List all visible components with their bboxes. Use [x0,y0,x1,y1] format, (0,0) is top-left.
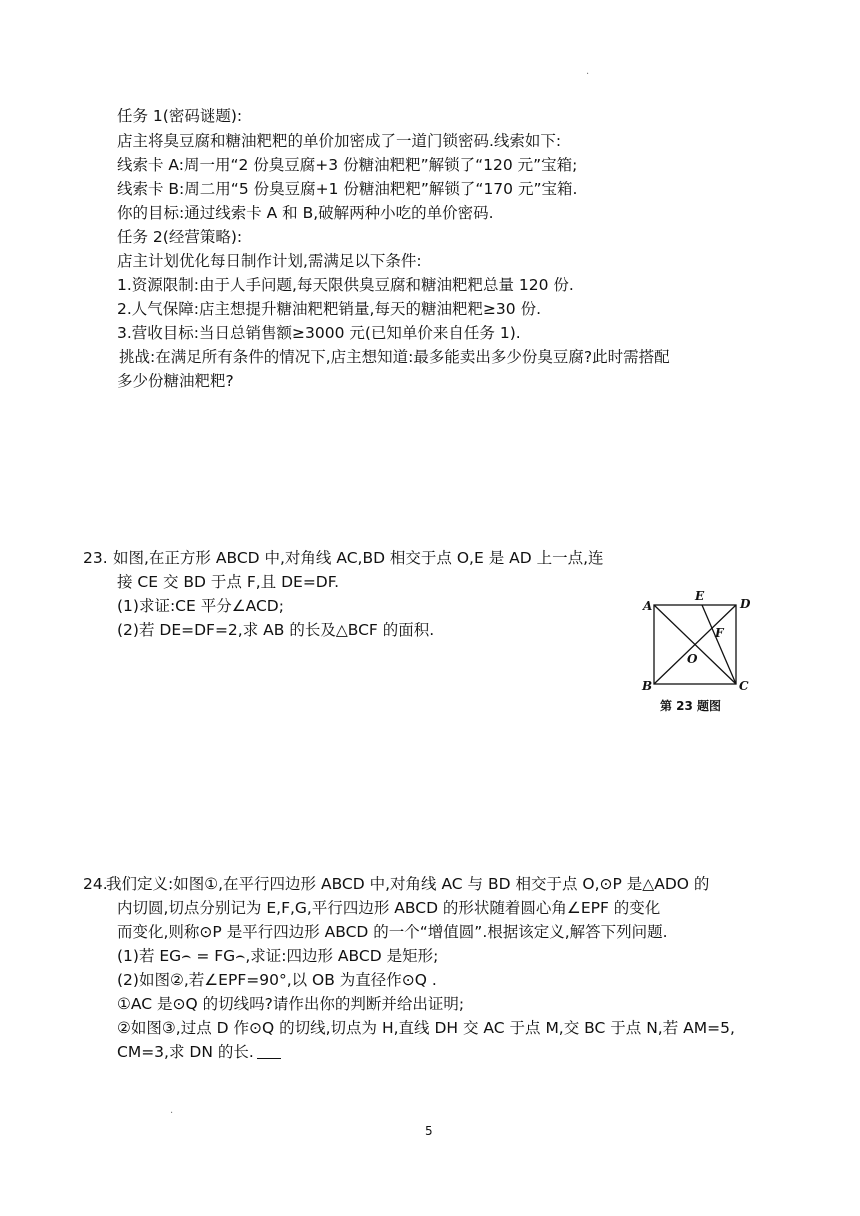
task1-clue-a: 线索卡 A:周一用“2 份臭豆腐+3 份糖油粑粑”解锁了“120 元”宝箱; [117,156,578,174]
q24-number: 24. [83,875,108,893]
q24-stem: 我们定义:如图①,在平行四边形 ABCD 中,对角线 AC 与 BD 相交于点 O,⊙P 是△ADO 的 [106,875,710,893]
q23-figure [638,586,758,696]
task1-title: 任务 1(密码谜题): [117,107,243,125]
task2-challenge: 挑战:在满足所有条件的情况下,店主想知道:最多能卖出多少份臭豆腐?此时需搭配 [119,348,670,366]
answer-blank [257,1044,281,1059]
q23-stem-cont: 接 CE 交 BD 于点 F,且 DE=DF. [117,573,340,591]
q24-sub2-cont [117,1042,281,1062]
q24-stem-cont: 内切圆,切点分别记为 E,F,G,平行四边形 ABCD 的形状随着圆心角∠EPF 的变化 [117,899,661,917]
scan-dot: . [170,1105,174,1116]
label-b: B [642,679,653,693]
label-a: A [643,599,653,613]
q23-number: 23. [83,549,108,567]
q24-stem-cont2: 而变化,则称⊙P 是平行四边形 ABCD 的一个“增值圆”.根据该定义,解答下列问题. [117,923,668,941]
scan-dot: . [586,66,590,77]
q24-sub2: ②如图③,过点 D 作⊙Q 的切线,切点为 H,直线 DH 交 AC 于点 M,交 BC 于点 N,若 AM=5, [117,1019,735,1037]
task1-intro: 店主将臭豆腐和糖油粑粑的单价加密成了一道门锁密码.线索如下: [117,132,562,150]
q24-part2: (2)如图②,若∠EPF=90°,以 OB 为直径作⊙Q . [117,971,437,989]
q24-sub1: ①AC 是⊙Q 的切线吗?请作出你的判断并给出证明; [117,995,465,1013]
label-o: O [687,652,698,666]
q23-part2: (2)若 DE=DF=2,求 AB 的长及△BCF 的面积. [117,621,435,639]
q23-part1: (1)求证:CE 平分∠ACD; [117,597,284,615]
label-e: E [695,589,705,603]
q23-figure-caption: 第 23 题图 [660,699,722,713]
q24-part1: (1)若 EG⌢ = FG⌢,求证:四边形 ABCD 是矩形; [117,947,439,965]
label-d: D [740,597,751,611]
task2-intro: 店主计划优化每日制作计划,需满足以下条件: [117,252,422,270]
task2-title: 任务 2(经营策略): [117,228,243,246]
task2-cond1: 1.资源限制:由于人手问题,每天限供臭豆腐和糖油粑粑总量 120 份. [117,276,574,294]
task1-goal: 你的目标:通过线索卡 A 和 B,破解两种小吃的单价密码. [117,204,494,222]
q23-stem: 如图,在正方形 ABCD 中,对角线 AC,BD 相交于点 O,E 是 AD 上一点,连 [113,549,604,567]
label-c: C [739,679,749,693]
q24-sub2-cont-text: CM=3,求 DN 的长. [117,1043,254,1061]
segment-ce [702,605,736,684]
task2-cond3: 3.营收目标:当日总销售额≥3000 元(已知单价来自任务 1). [117,324,521,342]
label-f: F [715,626,724,640]
task2-cond2: 2.人气保障:店主想提升糖油粑粑销量,每天的糖油粑粑≥30 份. [117,300,542,318]
page-number: 5 [425,1124,433,1138]
task1-clue-b: 线索卡 B:周二用“5 份臭豆腐+1 份糖油粑粑”解锁了“170 元”宝箱. [117,180,578,198]
task2-challenge-cont: 多少份糖油粑粑? [117,372,234,390]
